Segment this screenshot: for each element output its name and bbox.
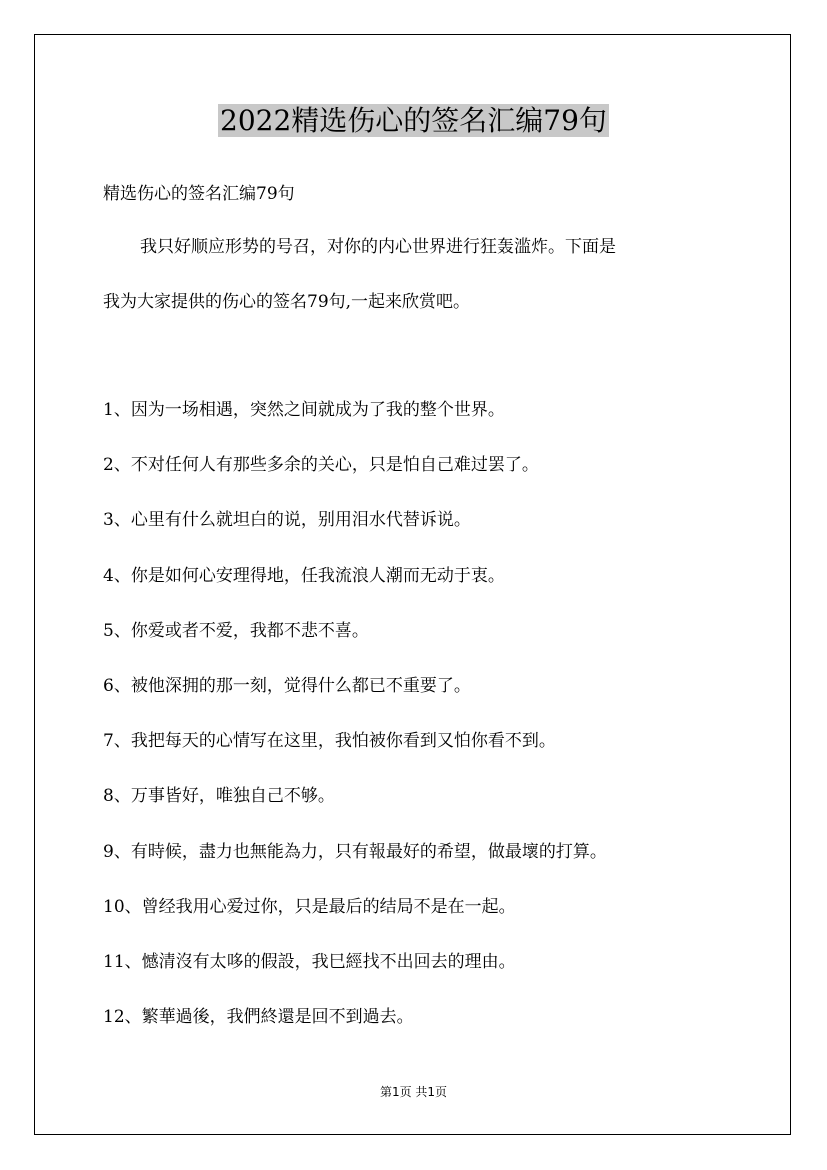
list-item: 8、万事皆好，唯独自己不够。 (103, 786, 335, 807)
list-item: 5、你爱或者不爱，我都不悲不喜。 (103, 620, 369, 641)
intro-line-1: 我只好顺应形势的号召，对你的内心世界进行狂轰滥炸。下面是 (140, 237, 616, 257)
document-title (0, 101, 827, 141)
list-item: 10、曾经我用心爱过你，只是最后的结局不是在一起。 (103, 896, 516, 917)
list-item: 4、你是如何心安理得地，任我流浪人潮而无动于衷。 (103, 565, 505, 586)
document-title-text: 2022精选伤心的签名汇编79句 (220, 104, 607, 137)
list-item: 1、因为一场相遇，突然之间就成为了我的整个世界。 (103, 400, 505, 420)
intro-line-2: 我为大家提供的伤心的签名79句,一起来欣赏吧。 (103, 292, 471, 312)
list-item: 9、有時候，盡力也無能為力，只有報最好的希望，做最壞的打算。 (103, 841, 607, 862)
list-item: 11、憾清沒有太哆的假設，我巳經找不出回去的理由。 (103, 951, 516, 972)
document-subtitle: 精选伤心的签名汇编79句 (103, 184, 295, 204)
list-item: 2、不对任何人有那些多余的关心，只是怕自己难过罢了。 (103, 455, 539, 476)
page-footer: 第1页 共1页 (379, 1085, 448, 1099)
quote-list (103, 396, 607, 1058)
list-item: 3、心里有什么就坦白的说，别用泪水代替诉说。 (103, 510, 471, 531)
list-item: 7、我把每天的心情写在这里，我怕被你看到又怕你看不到。 (103, 731, 556, 752)
list-item: 6、被他深拥的那一刻，觉得什么都已不重要了。 (103, 675, 471, 696)
list-item: 12、繁華過後，我們終還是回不到過去。 (103, 1007, 414, 1028)
